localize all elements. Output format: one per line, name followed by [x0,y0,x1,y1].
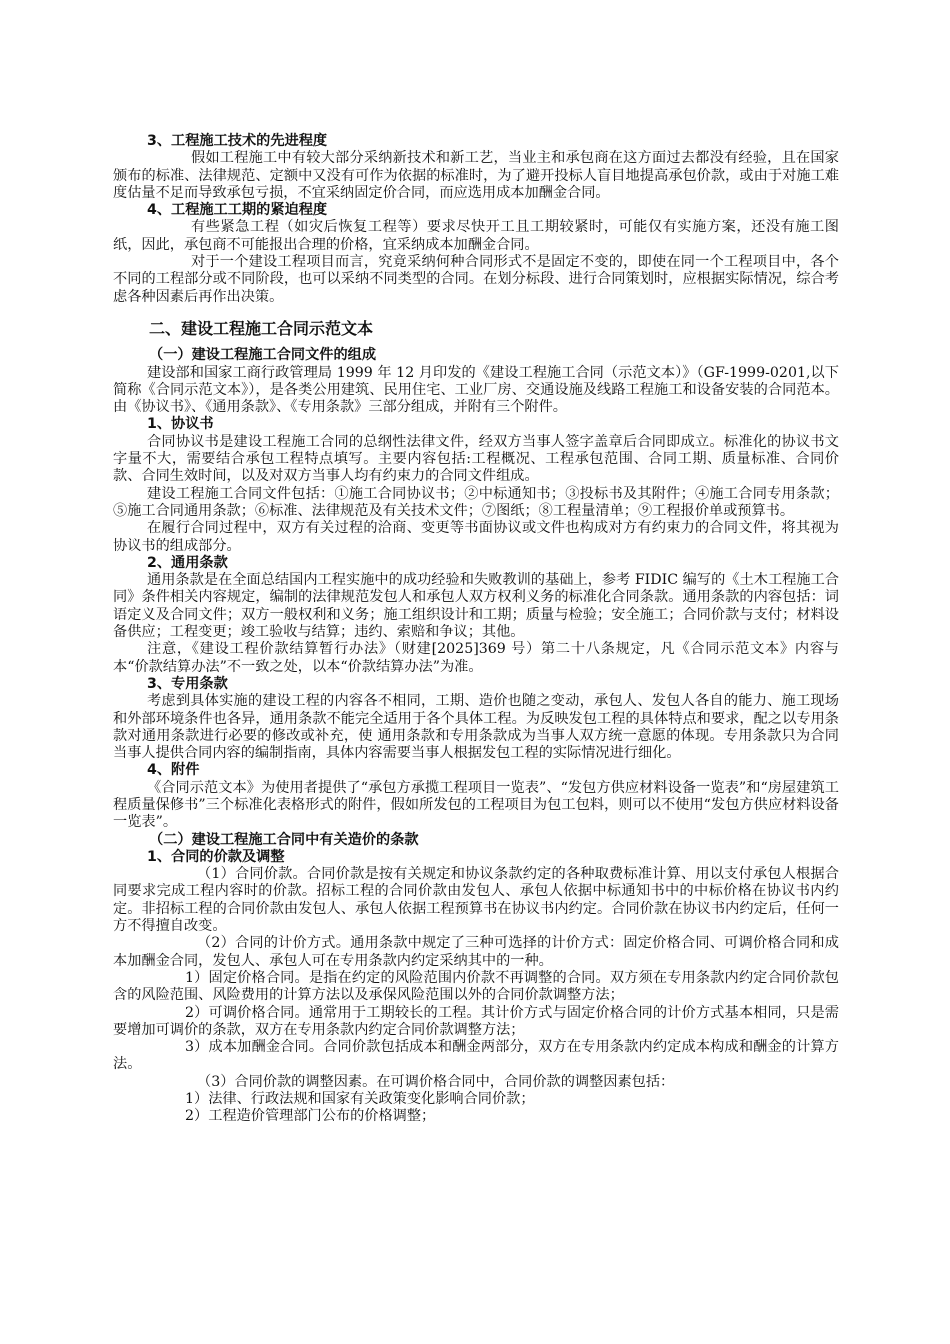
document-body [113,133,839,1126]
chapter-heading: 二、建设工程施工合同示范文本 [149,318,374,338]
paragraph: 对于一个建设工程项目而言，究竟采纳何种合同形式不是固定不变的，即使在同一个工程项目中，各个不同的工程部分或不同阶段，也可以采纳不同类型的合同。在划分标段、进行合同策划时，应根据实际情况，综合考虑各种因素后再作出决策。 [113,254,839,305]
section-heading: 2、通用条款 [147,554,228,571]
section-heading: 1、合同的价款及调整 [147,848,285,865]
section-heading: 4、工程施工工期的紧迫程度 [147,202,328,219]
paragraph: （1）合同价款。合同价款是按有关规定和协议条款约定的各种取费标准计算、用以支付承包人根据合同要求完成工程内容时的价款。招标工程的合同价款由发包人、承包人依据中标通知书中的中标价格在协议书内约定。非招标工程的合同价款由发包人、承包人依据工程预算书在协议书内约定。合同价款在协议书内约定后，任何一方不得擅自改变。 [113,866,839,935]
paragraph: 合同协议书是建设工程施工合同的总纲性法律文件，经双方当事人签字盖章后合同即成立。标准化的协议书文字量不大，需要结合承包工程特点填写。主要内容包括:工程概况、工程承包范围、合同工期、质量标准、合同价款、合同生效时间，以及对双方当事人均有约束力的合同文件组成。 [113,433,839,485]
paragraph: 考虑到具体实施的建设工程的内容各不相同，工期、造价也随之变动，承包人、发包人各自的能力、施工现场和外部环境条件也各异，通用条款不能完全适用于各个具体工程。为反映发包工程的具体特点和要求，配之以专用条款对通用条款进行必要的修改或补充，使 通用条款和专用条款成为当事人双方统一意愿的体现。专用条款只为合同当事人提供合同内容的编制指南，具体内容需要当事人根据发包工程的实际情况进行细化。 [113,693,839,762]
paragraph: （2）合同的计价方式。通用条款中规定了三种可选择的计价方式：固定价格合同、可调价格合同和成本加酬金合同，发包人、承包人可在专用条款内约定采纳其中的一种。 [113,935,839,969]
paragraph: 建设部和国家工商行政管理局 1999 年 12 月印发的《建设工程施工合同（示范文本）》（GF-1999-0201,以下简称《合同示范文本》），是各类公用建筑、民用住宅、工业厂房、交通设施及线路工程施工和设备安装的合同范本。由《协议书》、《通用条款》、《专用条款》三部分组成，并附有三个附件。 [113,364,839,416]
subsection-heading: （一）建设工程施工合同文件的组成 [149,347,377,364]
paragraph: 注意，《建设工程价款结算暂行办法》（财建[2025]369 号）第二十八条规定，凡《合同示范文本》内容与本“价款结算办法”不一致之处，以本“价款结算办法”为准。 [113,641,839,675]
section-heading: 1、协议书 [147,416,214,433]
paragraph: 在履行合同过程中，双方有关过程的洽商、变更等书面协议或文件也构成对方有约束力的合同文件，将其视为协议书的组成部分。 [113,520,839,554]
section-heading: 3、工程施工技术的先进程度 [147,133,328,149]
list-item: 2）工程造价管理部门公布的价格调整； [185,1108,436,1125]
list-item: 1）法律、行政法规和国家有关政策变化影响合同价款； [185,1091,535,1108]
section-heading: 3、专用条款 [147,675,228,692]
paragraph: 2）可调价格合同。通常用于工期较长的工程。其计价方式与固定价格合同的计价方式基本相同，只是需要增加可调价的条款，双方在专用条款内约定合同价款调整方法； [113,1004,839,1038]
paragraph: 1）固定价格合同。是指在约定的风险范围内价款不再调整的合同。双方须在专用条款内约定合同价款包含的风险范围、风险费用的计算方法以及承保风险范围以外的合同价款调整方法； [113,969,839,1004]
paragraph: 通用条款是在全面总结国内工程实施中的成功经验和失败教训的基础上，参考 FIDIC 编写的《土木工程施工合同》条件相关内容规定，编制的法律规范发包人和承包人双方权利义务的标准化合同条款。通用条款的内容包括：词语定义及合同文件；双方一般权利和义务；施工组织设计和工期；质量与检验；安全施工；合同价款与支付；材料设备供应；工程变更；竣工验收与结算；违约、索赔和争议；其他。 [113,572,839,641]
paragraph: 假如工程施工中有较大部分采纳新技术和新工艺，当业主和承包商在这方面过去都没有经验，且在国家颁布的标准、法律规范、定额中又没有可作为依据的标准时，为了避开投标人盲目地提高承包价款，或由于对施工难度估量不足而导致承包亏损，不宜采纳固定价合同，而应选用成本加酬金合同。 [113,150,839,201]
paragraph: （3）合同价款的调整因素。在可调价格合同中，合同价款的调整因素包括： [197,1073,675,1090]
paragraph: 建设工程施工合同文件包括：①施工合同协议书；②中标通知书；③投标书及其附件；④施工合同专用条款；⑤施工合同通用条款；⑥标准、法律规范及有关技术文件；⑦图纸；⑧工程量清单；⑨工程报价单或预算书。 [113,485,839,519]
paragraph: 《合同示范文本》为使用者提供了“承包方承揽工程项目一览表”、“发包方供应材料设备一览表”和“房屋建筑工程质量保修书”三个标准化表格形式的附件，假如所发包的工程项目为包工包料，则可以不使用“发包方供应材料设备一览表”。 [113,779,839,831]
subsection-heading: （二）建设工程施工合同中有关造价的条款 [149,831,419,848]
paragraph: 3）成本加酬金合同。合同价款包括成本和酬金两部分，双方在专用条款内约定成本构成和酬金的计算方法。 [113,1039,839,1073]
paragraph: 有些紧急工程（如灾后恢复工程等）要求尽快开工且工期较紧时，可能仅有实施方案，还没有施工图纸，因此，承包商不可能报出合理的价格，宜采纳成本加酬金合同。 [113,219,839,253]
section-heading: 4、附件 [147,762,200,779]
